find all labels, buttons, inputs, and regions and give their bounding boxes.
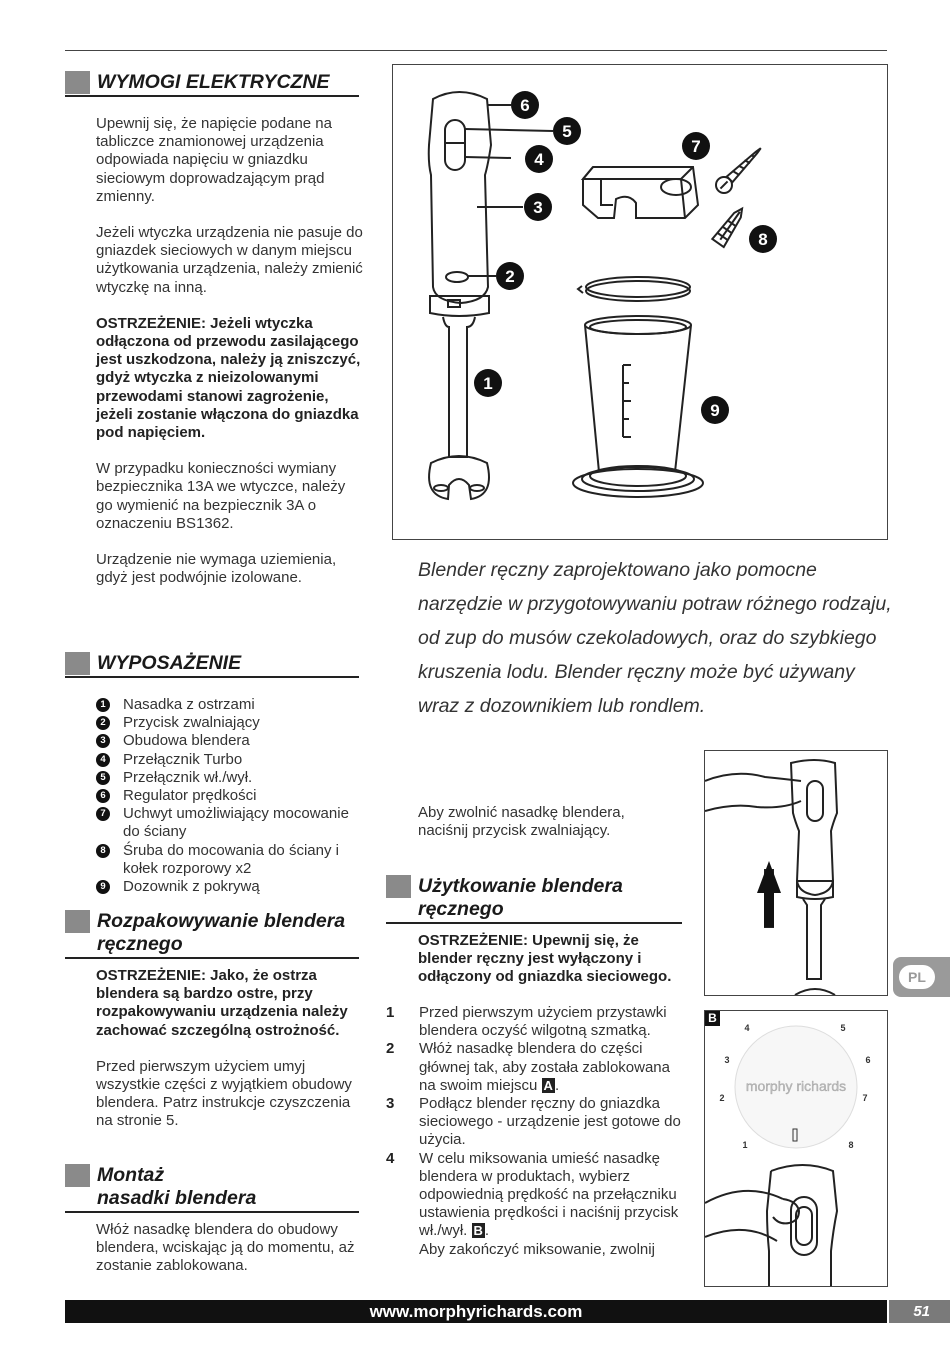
item-label: Śruba do mocowania do ściany i kołek rozporowy x2 <box>123 841 339 877</box>
item-label: Nasadka z ostrzami <box>123 696 255 713</box>
item-number-badge: 8 <box>96 844 110 858</box>
section-heading-usage <box>386 875 682 924</box>
equipment-item <box>96 842 366 878</box>
heading-marker <box>65 71 90 94</box>
callout-label: 6 <box>520 96 530 115</box>
warning-paragraph: OSTRZEŻENIE: Upewnij się, że blender ręczny jest wyłączony i odłączony od gniazdka sieciowego. <box>418 932 672 986</box>
callout-label: 7 <box>691 137 701 156</box>
callout-label: 1 <box>483 374 493 393</box>
svg-text:3: 3 <box>724 1055 730 1065</box>
figure-key-b: B <box>473 1223 483 1239</box>
heading-text: Rozpakowywanie blendera ręcznego <box>97 910 346 955</box>
callout-label: 3 <box>533 198 543 217</box>
item-label: Regulator prędkości <box>123 787 257 805</box>
equipment-item <box>96 732 366 750</box>
heading-marker <box>65 652 90 675</box>
item-number-badge: 1 <box>96 698 110 712</box>
callout-label: 5 <box>562 122 572 141</box>
svg-text:6: 6 <box>865 1055 871 1065</box>
callout-label: 4 <box>534 150 544 169</box>
parts-figure <box>392 64 888 540</box>
equipment-list <box>96 696 366 896</box>
item-number-badge: 5 <box>96 771 110 785</box>
heading-text: WYPOSAŻENIE <box>97 652 242 674</box>
assembly-body <box>96 1221 364 1294</box>
language-label: PL <box>899 965 935 989</box>
svg-text:8: 8 <box>848 1140 854 1150</box>
item-number-badge: 9 <box>96 880 110 894</box>
section-heading-assembly <box>65 1164 359 1213</box>
step-item: 2 Włóż nasadkę blendera do części głównej tak, aby została zablokowana na swoim miejscu A . <box>386 1040 670 1094</box>
figure-key-a: A <box>543 1077 553 1093</box>
paragraph: Jeżeli wtyczka urządzenia nie pasuje do gniazdek sieciowych w danym miejscu użytkowania urządzenia, należy zmienić wtyczkę na inną. <box>96 224 363 296</box>
svg-text:4: 4 <box>744 1023 750 1033</box>
equipment-item <box>96 696 366 714</box>
unpacking-body <box>96 967 364 1149</box>
release-illustration <box>705 751 887 995</box>
item-number-badge: 6 <box>96 789 110 803</box>
item-label: Uchwyt umożliwiający mocowanie do ściany <box>123 805 349 841</box>
usage-steps <box>386 1004 686 1259</box>
callout-label: 8 <box>758 230 768 249</box>
figure-label: B <box>705 1011 720 1026</box>
paragraph: Upewnij się, że napięcie podane na tabliczce znamionowej urządzenia odpowiada napięciu w gniazdku sieciowym doprowadzającym prąd zmienny. <box>96 115 332 205</box>
item-number-badge: 2 <box>96 716 110 730</box>
up-arrow-icon <box>757 861 781 893</box>
callout-badges <box>474 91 777 424</box>
release-note: Aby zwolnić nasadkę blendera, naciśnij przycisk zwalniający. <box>418 804 625 840</box>
equipment-item <box>96 805 366 841</box>
item-label: Przełącznik Turbo <box>123 750 243 768</box>
release-figure <box>704 750 888 996</box>
page-number: 51 <box>913 1303 930 1320</box>
item-number-badge: 4 <box>96 753 110 767</box>
equipment-item <box>96 769 366 787</box>
speed-dial-illustration <box>705 1011 887 1286</box>
top-rule <box>65 50 887 51</box>
item-label: Przycisk zwalniający <box>123 714 260 732</box>
svg-text:2: 2 <box>719 1093 725 1103</box>
item-number-badge: 3 <box>96 734 110 748</box>
section-heading-electrical <box>65 71 359 97</box>
equipment-item <box>96 787 366 805</box>
language-tab <box>893 957 950 997</box>
paragraph: Urządzenie nie wymaga uziemienia, gdyż jest podwójnie izolowane. <box>96 551 337 587</box>
paragraph: Przed pierwszym użyciem umyj wszystkie części z wyjątkiem obudowy blendera. Patrz instrukcje czyszczenia na stronie 5. <box>96 1057 352 1130</box>
svg-text:7: 7 <box>862 1093 868 1103</box>
heading-marker <box>386 875 411 898</box>
section-heading-equipment <box>65 652 359 678</box>
parts-illustration <box>393 65 887 539</box>
usage-warning <box>418 932 684 1005</box>
svg-text:1: 1 <box>742 1140 748 1150</box>
item-label: Dozownik z pokrywą <box>123 878 260 896</box>
warning-paragraph: OSTRZEŻENIE: Jako, że ostrza blendera są bardzo ostre, przy rozpakowywaniu urządzenia należy zachować szczególną ostrożność. <box>96 967 348 1039</box>
brand-logo: morphy richards <box>745 1078 847 1094</box>
paragraph: W przypadku konieczności wymiany bezpiecznika 13A we wtyczce, należy go wymienić na bezpiecznik 3A o oznaczeniu BS1362. <box>96 460 346 532</box>
heading-marker <box>65 1164 90 1187</box>
heading-text: WYMOGI ELEKTRYCZNE <box>97 71 330 93</box>
step-item: 3 Podłącz blender ręczny do gniazdka sieciowego - urządzenie jest gotowe do użycia. <box>386 1095 681 1149</box>
item-label: Przełącznik wł./wył. <box>123 768 253 786</box>
section-heading-unpacking <box>65 910 359 959</box>
step-item: 4 W celu miksowania umieść nasadkę blendera w produktach, wybierz odpowiednią prędkość na przełączniku ustawienia prędkości i naciśnij przycisk wł./wył. B . Aby zakończyć miksowanie, zwolnij <box>386 1149 679 1258</box>
paragraph: Włóż nasadkę blendera do obudowy blendera, wciskając ją do momentu, aż zostanie zablokowana. <box>96 1221 355 1275</box>
equipment-item <box>96 714 366 732</box>
heading-text: Użytkowanie blendera ręcznego <box>418 875 623 920</box>
equipment-item <box>96 751 366 769</box>
callout-label: 2 <box>505 267 515 286</box>
equipment-item <box>96 878 366 896</box>
item-label: Obudowa blendera <box>123 732 250 750</box>
warning-paragraph: OSTRZEŻENIE: Jeżeli wtyczka odłączona od przewodu zasilającego jest uszkodzona, należy ją zniszczyć, gdyż wtyczka z nieizolowanymi przewodami stanowi zagrożenie, jeżeli zostanie włączona do gniazdka pod napięciem. <box>96 314 361 442</box>
heading-text: Montaż nasadki blendera <box>97 1164 257 1209</box>
website-url: www.morphyrichards.com <box>369 1302 583 1321</box>
item-number-badge: 7 <box>96 807 110 821</box>
svg-text:5: 5 <box>840 1023 846 1033</box>
intro-text: Blender ręczny zaprojektowano jako pomocne narzędzie w przygotowywaniu potraw różnego rodzaju, od zup do musów czekoladowych, oraz do szybkiego kruszenia lodu. Blender ręczny może być używany wraz z dozownikiem lub rondlem. <box>418 559 892 717</box>
speed-dial-figure <box>704 1010 888 1287</box>
electrical-body <box>96 115 364 605</box>
footer-bar <box>65 1300 887 1323</box>
callout-label: 9 <box>710 401 720 420</box>
step-item: 1 Przed pierwszym użyciem przystawki blendera oczyść wilgotną szmatką. <box>386 1004 667 1040</box>
heading-marker <box>65 910 90 933</box>
page-number-box <box>889 1300 950 1323</box>
